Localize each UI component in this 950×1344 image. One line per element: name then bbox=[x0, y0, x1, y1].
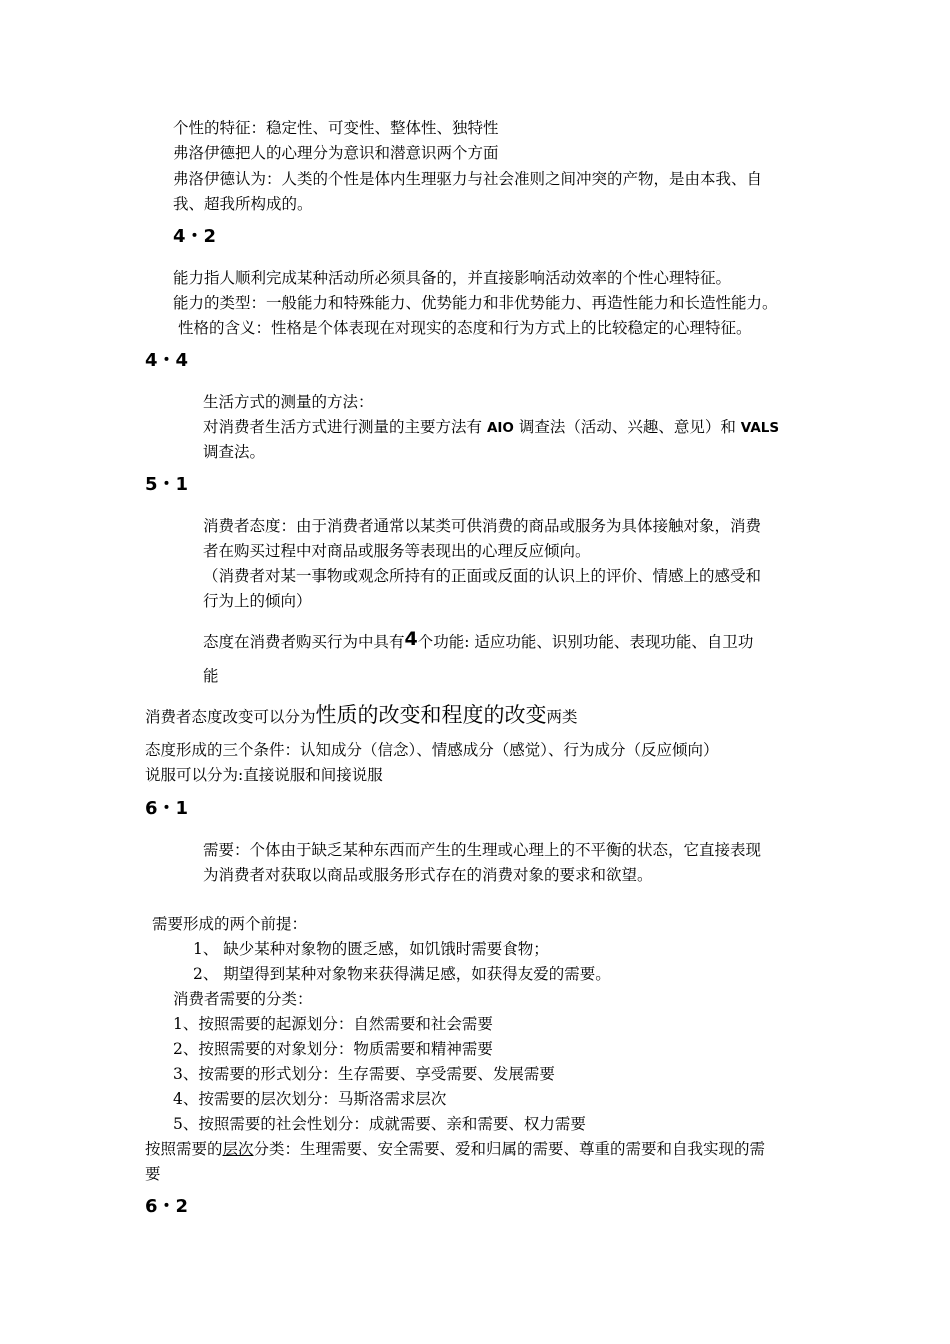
list-item: 3、按需要的形式划分：生存需要、享受需要、发展需要 bbox=[173, 1065, 555, 1083]
text-line: 个性的特征：稳定性、可变性、整体性、独特性 bbox=[173, 119, 499, 137]
section-heading-4-2: 4・2 bbox=[173, 226, 217, 247]
text-line: 对消费者生活方式进行测量的主要方法有 AIO 调查法（活动、兴趣、意见）和 VALS bbox=[203, 418, 780, 436]
text-line: 需要形成的两个前提： bbox=[152, 915, 308, 933]
underlined-term: 层次 bbox=[222, 1140, 254, 1158]
text-line: 能 bbox=[203, 667, 219, 685]
list-item: 4、按需要的层次划分：马斯洛需求层次 bbox=[173, 1090, 447, 1108]
aio-term: AIO bbox=[486, 420, 514, 436]
text-line: 我、超我所构成的。 bbox=[173, 195, 313, 213]
list-item: 1、 缺少某种对象物的匮乏感，如饥饿时需要食物； bbox=[193, 940, 549, 958]
text-line: 态度形成的三个条件：认知成分（信念）、情感成分（感觉）、行为成分（反应倾向） bbox=[145, 741, 719, 759]
text-line: 生活方式的测量的方法： bbox=[203, 393, 374, 411]
text-line: 弗洛伊德把人的心理分为意识和潜意识两个方面 bbox=[173, 144, 499, 162]
text-line: 行为上的倾向） bbox=[203, 592, 312, 610]
text-line: 者在购买过程中对商品或服务等表现出的心理反应倾向。 bbox=[203, 542, 591, 560]
text-line: 为消费者对获取以商品或服务形式存在的消费对象的要求和欲望。 bbox=[203, 866, 653, 884]
text-line: 消费者需要的分类： bbox=[173, 990, 313, 1008]
section-heading-4-4: 4・4 bbox=[145, 350, 189, 371]
text-line: 调查法。 bbox=[203, 443, 266, 461]
function-count: 4 bbox=[404, 628, 418, 650]
list-item: 1、按照需要的起源划分：自然需要和社会需要 bbox=[173, 1015, 493, 1033]
section-heading-6-2: 6・2 bbox=[145, 1196, 189, 1217]
section-heading-6-1: 6・1 bbox=[145, 798, 189, 819]
text-line: 消费者态度改变可以分为性质的改变和程度的改变两类 bbox=[145, 703, 578, 727]
list-item: 2、按照需要的对象划分：物质需要和精神需要 bbox=[173, 1040, 493, 1058]
text-line: 说服可以分为:直接说服和间接说服 bbox=[145, 766, 383, 784]
text-line: 需要：个体由于缺乏某种东西而产生的生理或心理上的不平衡的状态，它直接表现 bbox=[203, 841, 762, 859]
section-heading-5-1: 5・1 bbox=[145, 474, 189, 495]
text-line: 态度在消费者购买行为中具有4个功能: 适应功能、识别功能、表现功能、自卫功 bbox=[203, 628, 754, 651]
text-line: 能力的类型：一般能力和特殊能力、优势能力和非优势能力、再造性能力和长造性能力。 bbox=[173, 294, 778, 312]
text-line: 要 bbox=[145, 1165, 161, 1183]
vals-term: VALS bbox=[740, 420, 780, 436]
text-line: 性格的含义：性格是个体表现在对现实的态度和行为方式上的比较稳定的心理特征。 bbox=[178, 319, 752, 337]
text-line: 弗洛伊德认为：人类的个性是体内生理驱力与社会准则之间冲突的产物，是由本我、自 bbox=[173, 170, 763, 188]
emphasized-text: 性质的改变和程度的改变 bbox=[315, 703, 547, 727]
text-line: （消费者对某一事物或观念所持有的正面或反面的认识上的评价、情感上的感受和 bbox=[203, 567, 762, 585]
text-line: 消费者态度：由于消费者通常以某类可供消费的商品或服务为具体接触对象，消费 bbox=[203, 517, 762, 535]
text-line: 按照需要的层次分类：生理需要、安全需要、爱和归属的需要、尊重的需要和自我实现的需 bbox=[145, 1140, 766, 1158]
list-item: 5、按照需要的社会性划分：成就需要、亲和需要、权力需要 bbox=[173, 1115, 586, 1133]
list-item: 2、 期望得到某种对象物来获得满足感，如获得友爱的需要。 bbox=[193, 965, 611, 983]
text-line: 能力指人顺利完成某种活动所必须具备的，并直接影响活动效率的个性心理特征。 bbox=[173, 269, 732, 287]
